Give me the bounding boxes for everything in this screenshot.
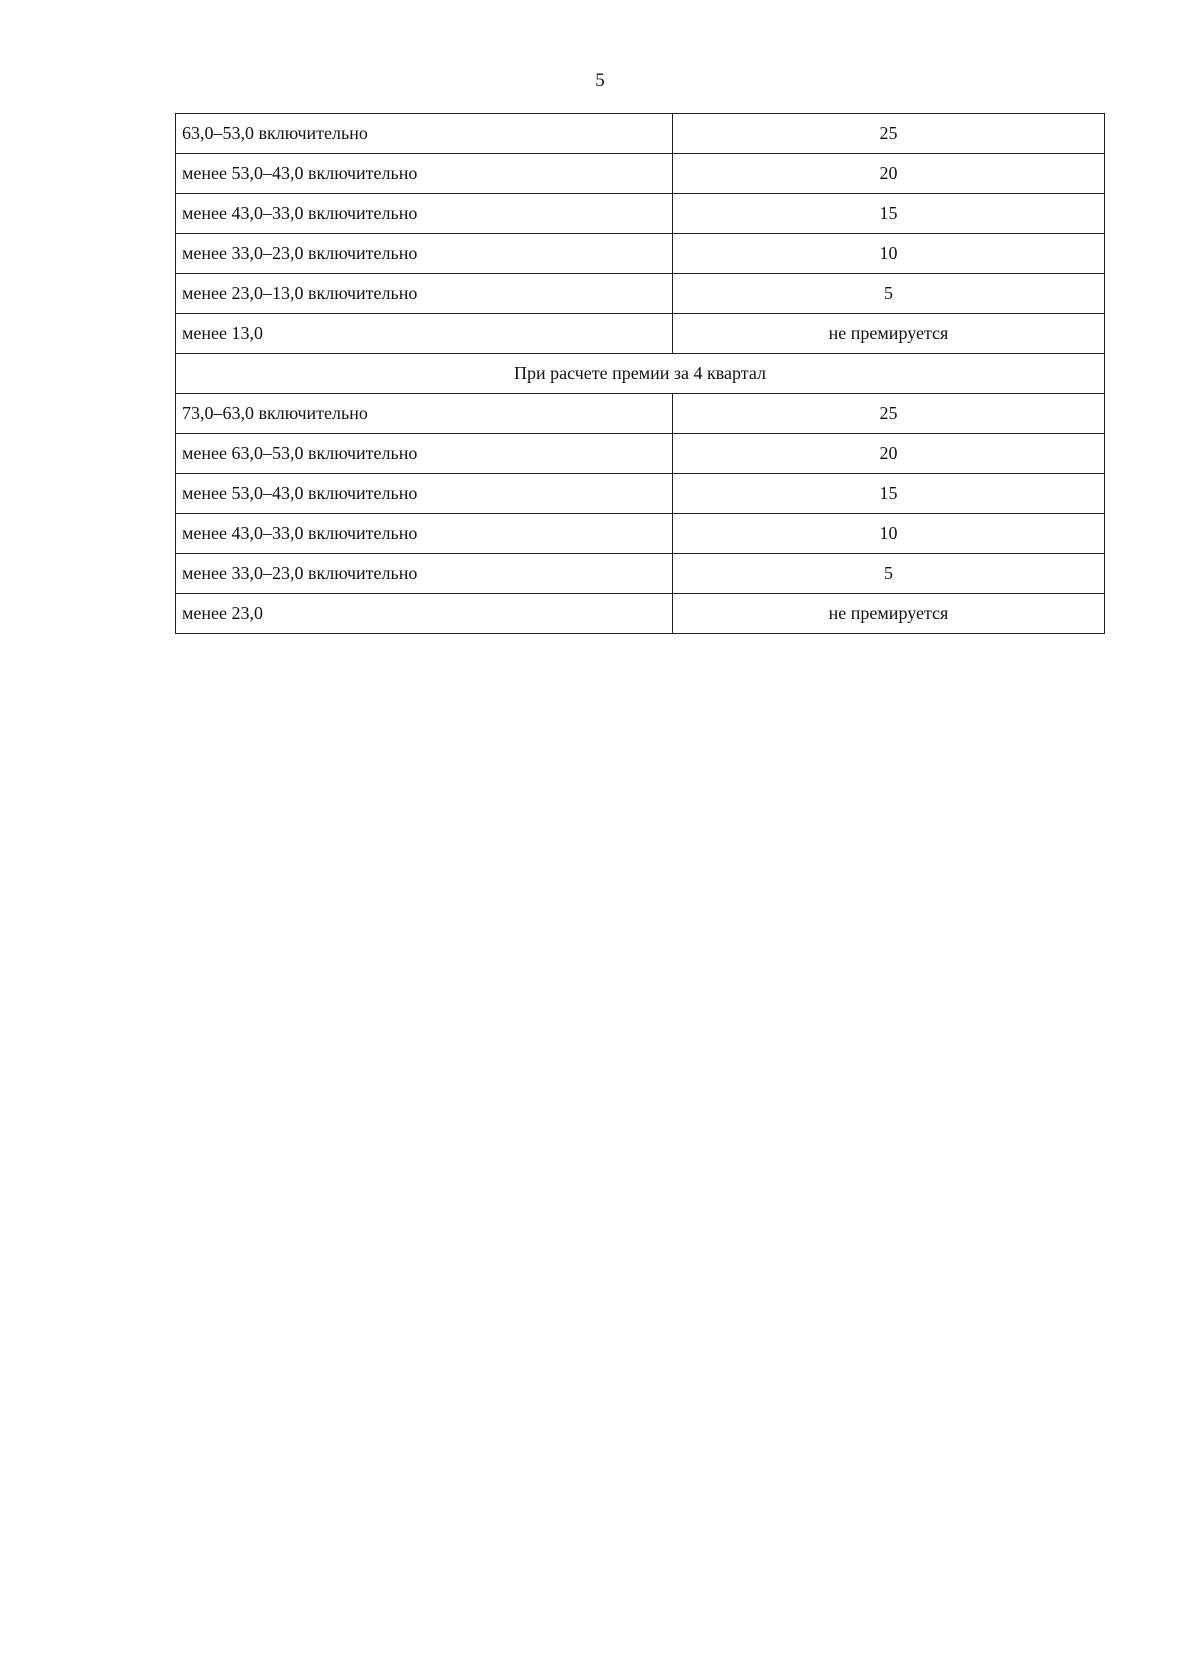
bonus-value-cell: не премируется bbox=[673, 314, 1105, 354]
table-row bbox=[176, 514, 1105, 554]
table-row bbox=[176, 554, 1105, 594]
range-cell: менее 23,0–13,0 включительно bbox=[176, 274, 673, 314]
table-row bbox=[176, 114, 1105, 154]
range-cell: 73,0–63,0 включительно bbox=[176, 394, 673, 434]
bonus-value-cell: 25 bbox=[673, 114, 1105, 154]
section-heading-row bbox=[176, 354, 1105, 394]
bonus-value-cell: не премируется bbox=[673, 594, 1105, 634]
range-cell: менее 33,0–23,0 включительно bbox=[176, 234, 673, 274]
table-row bbox=[176, 234, 1105, 274]
range-cell: менее 43,0–33,0 включительно bbox=[176, 194, 673, 234]
table-row bbox=[176, 194, 1105, 234]
bonus-value-cell: 20 bbox=[673, 154, 1105, 194]
bonus-value-cell: 25 bbox=[673, 394, 1105, 434]
range-cell: менее 13,0 bbox=[176, 314, 673, 354]
range-cell: 63,0–53,0 включительно bbox=[176, 114, 673, 154]
table-row bbox=[176, 274, 1105, 314]
bonus-value-cell: 20 bbox=[673, 434, 1105, 474]
bonus-value-cell: 5 bbox=[673, 274, 1105, 314]
table-row bbox=[176, 474, 1105, 514]
bonus-value-cell: 15 bbox=[673, 194, 1105, 234]
table-row bbox=[176, 434, 1105, 474]
table-row bbox=[176, 154, 1105, 194]
range-cell: менее 33,0–23,0 включительно bbox=[176, 554, 673, 594]
table-row bbox=[176, 314, 1105, 354]
page-number: 5 bbox=[595, 70, 605, 91]
bonus-value-cell: 15 bbox=[673, 474, 1105, 514]
range-cell: менее 53,0–43,0 включительно bbox=[176, 474, 673, 514]
bonus-table bbox=[175, 113, 1105, 634]
bonus-value-cell: 5 bbox=[673, 554, 1105, 594]
range-cell: менее 53,0–43,0 включительно bbox=[176, 154, 673, 194]
range-cell: менее 63,0–53,0 включительно bbox=[176, 434, 673, 474]
table-row bbox=[176, 394, 1105, 434]
table-row bbox=[176, 594, 1105, 634]
bonus-value-cell: 10 bbox=[673, 234, 1105, 274]
section-heading: При расчете премии за 4 квартал bbox=[176, 354, 1105, 394]
range-cell: менее 43,0–33,0 включительно bbox=[176, 514, 673, 554]
bonus-value-cell: 10 bbox=[673, 514, 1105, 554]
range-cell: менее 23,0 bbox=[176, 594, 673, 634]
